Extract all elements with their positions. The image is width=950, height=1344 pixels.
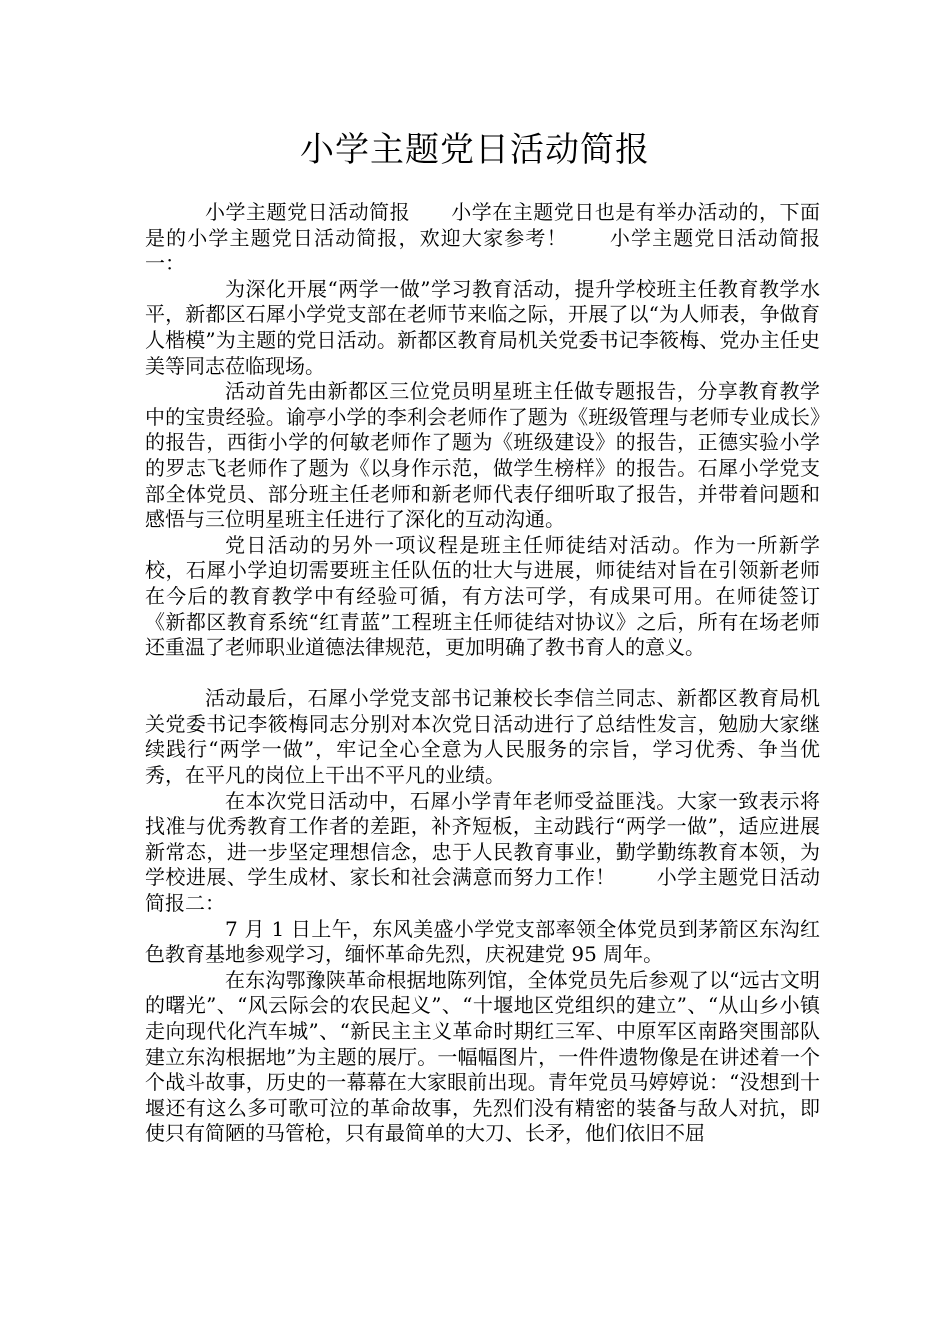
paragraph-gap <box>145 661 820 687</box>
document-body <box>145 200 820 1147</box>
paragraph-2: 活动首先由新都区三位党员明星班主任做专题报告，分享教育教学中的宝贵经验。谕亭小学的李利会老师作了题为《班级管理与老师专业成长》的报告，西街小学的何敏老师作了题为《班级建设》的报告，正德实验小学的罗志飞老师作了题为《以身作示范，做学生榜样》的报告。石犀小学党支部全体党员、部分班主任老师和新老师代表仔细听取了报告，并带着问题和感悟与三位明星班主任进行了深化的互动沟通。 <box>145 379 820 532</box>
paragraph-4: 活动最后，石犀小学党支部书记兼校长李信兰同志、新都区教育局机关党委书记李筱梅同志分别对本次党日活动进行了总结性发言，勉励大家继续践行“两学一做”，牢记全心全意为人民服务的宗旨，学习优秀、争当优秀，在平凡的岗位上干出不平凡的业绩。 <box>145 686 820 788</box>
paragraph-7: 在东沟鄂豫陕革命根据地陈列馆，全体党员先后参观了以“远古文明的曙光”、“风云际会的农民起义”、“十堰地区党组织的建立”、“从山乡小镇走向现代化汽车城”、“新民主主义革命时期红三军、中原军区南路突围部队建立东沟根据地”为主题的展厅。一幅幅图片，一件件遗物像是在讲述着一个个战斗故事，历史的一幕幕在大家眼前出现。青年党员马婷婷说：“没想到十堰还有这么多可歌可泣的革命故事，先烈们没有精密的装备与敌人对抗，即使只有简陋的马管枪，只有最简单的大刀、长矛，他们依旧不屈 <box>145 967 820 1146</box>
paragraph-6: 7 月 1 日上午，东风美盛小学党支部率领全体党员到茅箭区东沟红色教育基地参观学习，缅怀革命先烈，庆祝建党 95 周年。 <box>145 916 820 967</box>
paragraph-5: 在本次党日活动中，石犀小学青年老师受益匪浅。大家一致表示将找准与优秀教育工作者的差距，补齐短板，主动践行“两学一做”，适应进展新常态，进一步坚定理想信念，忠于人民教育事业，勤学勤练教育本领，为学校进展、学生成材、家长和社会满意而努力工作！ 小学主题党日活动简报二： <box>145 788 820 916</box>
paragraph-1: 为深化开展“两学一做”学习教育活动，提升学校班主任教育教学水平，新都区石犀小学党支部在老师节来临之际，开展了以“为人师表，争做育人楷模”为主题的党日活动。新都区教育局机关党委书记李筱梅、党办主任史美等同志莅临现场。 <box>145 276 820 378</box>
paragraph-intro: 小学主题党日活动简报 小学在主题党日也是有举办活动的，下面是的小学主题党日活动简报，欢迎大家参考！ 小学主题党日活动简报一： <box>145 200 820 276</box>
paragraph-3: 党日活动的另外一项议程是班主任师徒结对活动。作为一所新学校，石犀小学迫切需要班主任队伍的壮大与进展，师徒结对旨在引领新老师在今后的教育教学中有经验可循，有方法可学，有成果可用。在师徒签订《新都区教育系统“红青蓝”工程班主任师徒结对协议》之后，所有在场老师还重温了老师职业道德法律规范，更加明确了教书育人的意义。 <box>145 532 820 660</box>
document-title: 小学主题党日活动简报 <box>300 130 650 170</box>
